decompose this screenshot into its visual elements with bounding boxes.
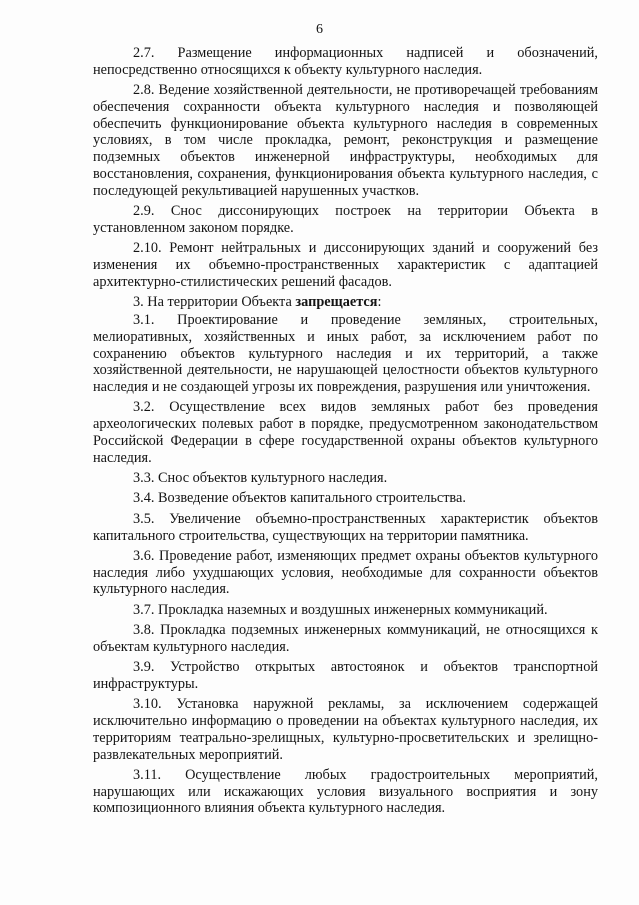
paragraph-3-2: 3.2. Осуществление всех видов земляных работ без проведения археологических полевых работ в порядке, предусмотренном законодательством Российской Федерации в сфере государственной охраны объектов культурного наследия. <box>93 399 598 466</box>
section-3-heading-prefix: 3. На территории Объекта <box>133 294 296 311</box>
paragraph-3-11: 3.11. Осуществление любых градостроительных мероприятий, нарушающих или искажающих условия визуального восприятия и зону композиционного влияния объекта культурного наследия. <box>93 766 598 817</box>
paragraph-2-7: 2.7. Размещение информационных надписей и обозначений, непосредственно относящихся к объекту культурного наследия. <box>93 45 598 78</box>
paragraph-3-5: 3.5. Увеличение объемно-пространственных характеристик объектов капитального строительства, существующих на территории памятника. <box>93 510 598 544</box>
paragraph-3-9: 3.9. Устройство открытых автостоянок и объектов транспортной инфраструктуры. <box>93 659 598 692</box>
page-number: 6 <box>316 22 323 37</box>
paragraph-3-7: 3.7. Прокладка наземных и воздушных инженерных коммуникаций. <box>133 601 548 618</box>
section-3-heading <box>93 294 598 311</box>
paragraph-3-6: 3.6. Проведение работ, изменяющих предмет охраны объектов культурного наследия либо ухудшающих условия, необходимые для сохранности объектов культурного наследия. <box>93 547 598 598</box>
paragraph-3-10: 3.10. Установка наружной рекламы, за исключением содержащей исключительно информацию о проведении на объектах культурного наследия, их территориям театрально-зрелищных, культурно-просветительских и зрелищно-развлекательных мероприятий. <box>93 696 598 763</box>
section-3-heading-emphasis: запрещается <box>295 294 378 311</box>
section-3-heading-suffix: : <box>377 294 382 311</box>
paragraph-2-10: 2.10. Ремонт нейтральных и диссонирующих зданий и сооружений без изменения их объемно-пространственных характеристик с адаптацией архитектурно-стилистических решений фасадов. <box>93 240 598 290</box>
paragraph-2-9: 2.9. Снос диссонирующих построек на территории Объекта в установленном законом порядке. <box>93 203 598 236</box>
paragraph-2-8: 2.8. Ведение хозяйственной деятельности, не противоречащей требованиям обеспечения сохранности объекта культурного наследия и позволяющей обеспечить функционирование объекта культурного наследия в современных условиях, в том числе прокладка, ремонт, реконструкция и размещение подземных объектов инженерной инфраструктуры, необходимых для восстановления, сохранения, функционирования объекта культурного наследия, с последующей рекультивацией нарушенных участков. <box>93 82 598 199</box>
document-body <box>93 45 598 821</box>
paragraph-3-4: 3.4. Возведение объектов капитального строительства. <box>133 490 466 507</box>
paragraph-3-3: 3.3. Снос объектов культурного наследия. <box>133 470 388 487</box>
paragraph-3-8: 3.8. Прокладка подземных инженерных коммуникаций, не относящихся к объектам культурного наследия. <box>93 622 598 655</box>
paragraph-3-1: 3.1. Проектирование и проведение земляных, строительных, мелиоративных, хозяйственных и иных работ, за исключением работ по сохранению объектов культурного наследия и их территорий, а также хозяйственной деятельности, не нарушающей целостности объектов культурного наследия и не создающей угрозы их повреждения, разрушения или уничтожения. <box>93 311 598 396</box>
